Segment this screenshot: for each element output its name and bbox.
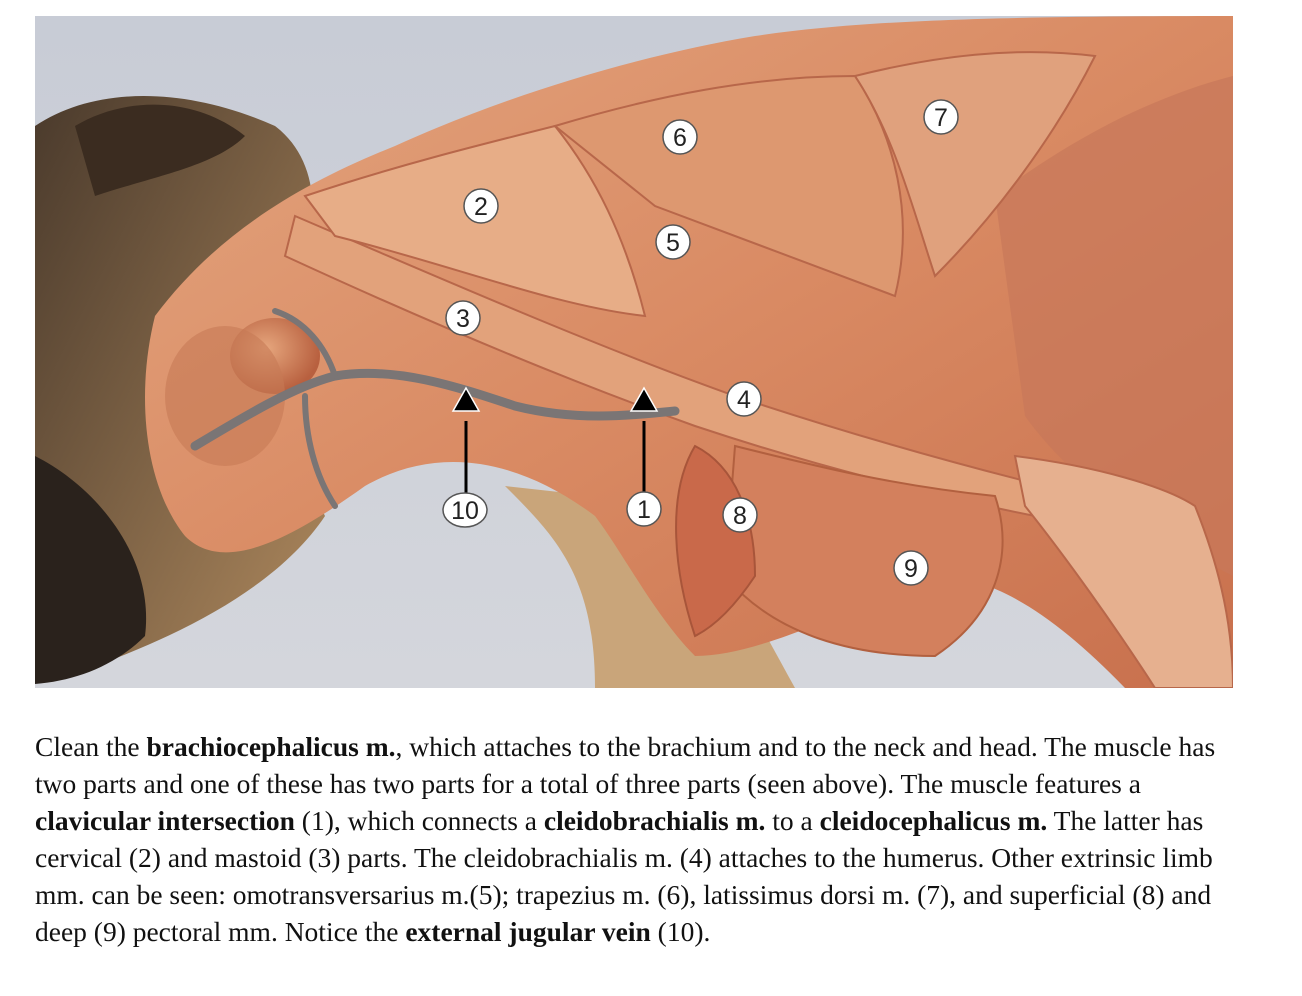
label-8 [723,498,757,532]
caption-text-2: , which attaches to the brachium and to the neck and head. The muscle has two parts and one of these has two parts for a total of three parts (seen above). The muscle features a [35,731,1216,799]
label-7 [924,100,958,134]
term-cleidobrachialis: cleidobrachialis m. [543,805,766,836]
dissection-photo [35,16,1233,688]
term-clavicular-intersection: clavicular intersection [35,805,295,836]
term-cleidocephalicus: cleidocephalicus m. [819,805,1048,836]
label-10 [443,493,487,527]
caption-text-4: to a [765,805,820,836]
svg-text:2: 2 [474,193,488,221]
term-external-jugular-vein: external jugular vein [405,916,651,947]
caption-text-6: (10). [650,916,711,947]
caption-text-5: The latter has cervical (2) and mastoid (3) parts. The cleidobrachialis m. (4) attaches to the humerus. Other extrinsic limb mm. can be seen: omotransversarius m.(5); trapezius m. (6), latissimus dorsi m. (7), and superficial (8) and deep (9) pectoral mm. Notice the [35,805,1213,947]
caption-paragraph [35,728,1255,950]
svg-text:9: 9 [904,555,918,583]
svg-text:7: 7 [934,104,948,132]
svg-text:1: 1 [637,496,651,524]
label-1 [627,492,661,526]
caption-text-3: (1), which connects a [294,805,544,836]
label-6 [663,120,697,154]
term-brachiocephalicus: brachiocephalicus m. [146,731,396,762]
label-4 [727,382,761,416]
label-5 [656,225,690,259]
label-3 [446,301,480,335]
svg-text:10: 10 [451,497,479,525]
label-9 [894,551,928,585]
svg-text:6: 6 [673,124,687,152]
svg-text:8: 8 [733,502,747,530]
svg-text:3: 3 [456,305,470,333]
svg-text:4: 4 [737,386,751,414]
caption-text-1: Clean the [35,731,147,762]
parotid-region [165,326,285,466]
label-2 [464,189,498,223]
svg-text:5: 5 [666,229,680,257]
